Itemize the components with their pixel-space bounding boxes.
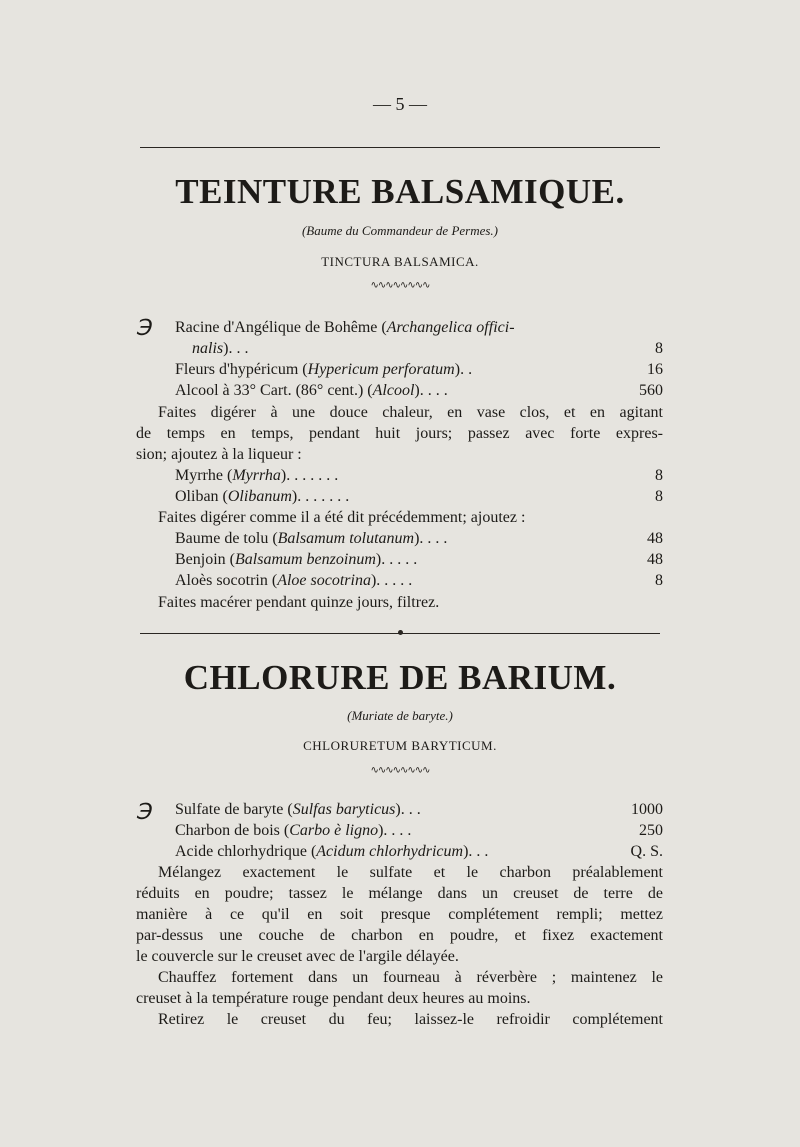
paragraph-line: réduits en poudre; tassez le mélange dans un creuset de terre de [136,885,663,902]
paragraph-line: de temps en temps, pendant huit jours; passez avec forte expres- [136,425,663,442]
ingredient-line: Aloès socotrin (Aloe socotrina). . . . . 8 [175,572,663,589]
paragraph-line: Mélangez exactement le sulfate et le charbon préalablement [158,864,663,881]
ingredient-line: Myrrhe (Myrrha). . . . . . . 8 [175,467,663,484]
recipe-symbol: ℈ [136,796,152,821]
ornament-divider: ∿∿∿∿∿∿∿∿ [370,280,430,291]
paragraph-line: le couvercle sur le creuset avec de l'argile délayée. [136,948,459,965]
ingredient-line: Sulfate de baryte (Sulfas baryticus). . . 1000 [175,801,663,818]
section-title: CHLORURE DE BARIUM. [183,658,617,697]
ingredient-quantity: Q. S. [630,843,663,860]
ingredient-line: Baume de tolu (Balsamum tolutanum). . . . 48 [175,530,663,547]
ingredient-line: nalis). . . 8 [192,340,663,357]
ingredient-quantity: 48 [647,551,663,568]
paragraph-line: Faites digérer à une douce chaleur, en vase clos, et en agitant [158,404,663,421]
ingredient-quantity: 560 [639,382,663,399]
ingredient-quantity: 8 [655,340,663,357]
section-divider-rule [140,633,660,634]
section-subtitle: (Muriate de baryte.) [347,708,453,723]
paragraph-line: manière à ce qu'il en soit presque complétement rempli; mettez [136,906,663,923]
paragraph-line: par-dessus une couche de charbon en poudre, et fixez exactement [136,927,663,944]
section-latin-name: CHLORURETUM BARYTICUM. [303,738,497,753]
paragraph-line: Chauffez fortement dans un fourneau à réverbère ; maintenez le [158,969,663,986]
ingredient-line: Fleurs d'hypéricum (Hypericum perforatum). . 16 [175,361,663,378]
section-latin-name: TINCTURA BALSAMICA. [321,254,479,269]
top-rule [140,147,660,148]
ingredient-quantity: 48 [647,530,663,547]
ingredient-line: Charbon de bois (Carbo è ligno). . . . 250 [175,822,663,839]
recipe-symbol: ℈ [136,312,152,337]
ingredient-line: Racine d'Angélique de Bohême (Archangelica offici- [175,319,515,336]
ingredient-quantity: 16 [647,361,663,378]
ingredient-quantity: 8 [655,467,663,484]
ingredient-line: Alcool à 33° Cart. (86° cent.) (Alcool). . . . 560 [175,382,663,399]
ingredient-quantity: 1000 [631,801,663,818]
ingredient-quantity: 8 [655,488,663,505]
section-title: TEINTURE BALSAMIQUE. [175,172,625,211]
ingredient-quantity: 250 [639,822,663,839]
ingredient-line: Benjoin (Balsamum benzoinum). . . . . 48 [175,551,663,568]
ornament-divider: ∿∿∿∿∿∿∿∿ [370,765,430,776]
ingredient-quantity: 8 [655,572,663,589]
paragraph-line: Faites macérer pendant quinze jours, filtrez. [158,594,440,611]
ingredient-line: Oliban (Olibanum). . . . . . . 8 [175,488,663,505]
paragraph-line: sion; ajoutez à la liqueur : [136,446,302,463]
page-number: — 5 — [373,94,427,114]
ingredient-line: Acide chlorhydrique (Acidum chlorhydricum). . . Q. S. [175,843,663,860]
paragraph-line: creuset à la température rouge pendant deux heures au moins. [136,990,531,1007]
paragraph-line: Retirez le creuset du feu; laissez-le refroidir complétement [158,1011,663,1028]
section-subtitle: (Baume du Commandeur de Permes.) [301,223,499,238]
paragraph-line: Faites digérer comme il a été dit précédemment; ajoutez : [158,509,526,526]
